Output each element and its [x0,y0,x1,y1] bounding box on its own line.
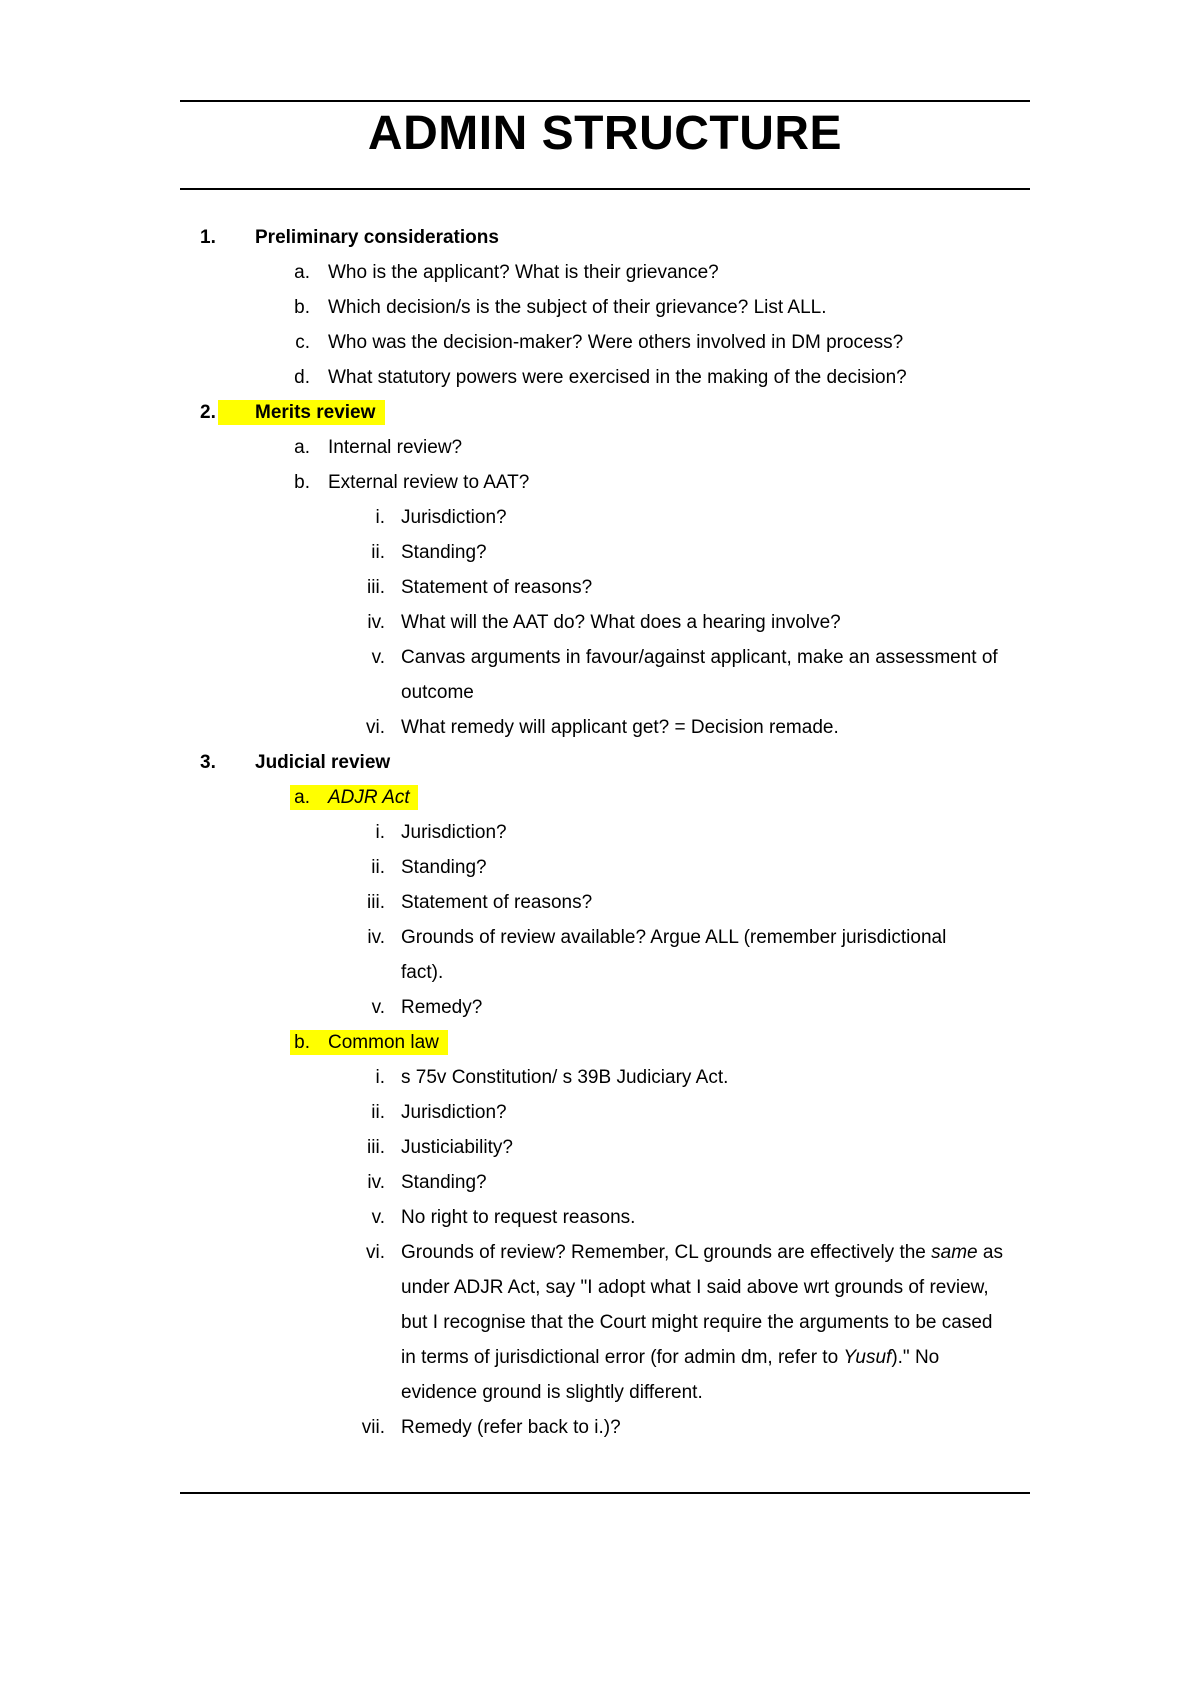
item-text-line: evidence ground is slightly different. [401,1382,703,1403]
list-item [0,605,1200,640]
list-item [0,885,1200,920]
item-letter: a. [294,787,310,808]
item-letter: d. [294,367,310,388]
item-text: No right to request reasons. [401,1207,636,1228]
list-item [0,1200,1200,1235]
item-text: Jurisdiction? [401,1102,507,1123]
item-text: External review to AAT? [328,472,530,493]
list-item [0,1235,1200,1410]
item-text: s 75v Constitution/ s 39B Judiciary Act. [401,1067,729,1088]
list-item [0,360,1200,395]
item-text: Remedy (refer back to i.)? [401,1417,621,1438]
item-text: Standing? [401,1172,487,1193]
item-numeral: ii. [371,857,385,878]
item-numeral: v. [371,1207,385,1228]
item-text: ADJR Act [328,787,410,808]
item-numeral: iii. [367,1137,385,1158]
item-numeral: i. [375,507,385,528]
item-text: Statement of reasons? [401,577,593,598]
item-text: Which decision/s is the subject of their grievance? List ALL. [328,297,827,318]
list-item [0,850,1200,885]
list-item [0,1025,1200,1060]
item-numeral: iii. [367,892,385,913]
item-text [401,1235,1021,1410]
bottom-rule [180,1492,1030,1494]
text-run: in terms of jurisdictional error (for admin dm, refer to [401,1347,844,1368]
item-text-line [401,1347,939,1368]
item-text: Remedy? [401,997,483,1018]
item-numeral: iv. [367,927,385,948]
item-text-line [401,1242,1003,1263]
item-numeral: v. [371,997,385,1018]
item-text: What statutory powers were exercised in the making of the decision? [328,367,907,388]
item-letter: a. [294,437,310,458]
item-text [401,920,1021,990]
text-run: as [977,1242,1003,1263]
list-item [0,1095,1200,1130]
list-item [0,1410,1200,1445]
item-text-line: under ADJR Act, say "I adopt what I said above wrt grounds of review, [401,1277,989,1298]
item-text-line: Grounds of review available? Argue ALL (remember jurisdictional [401,927,947,948]
item-letter: b. [294,472,310,493]
item-numeral: ii. [371,542,385,563]
list-item [0,255,1200,290]
item-text: Jurisdiction? [401,507,507,528]
outline-list [0,220,1200,1445]
item-numeral: i. [375,822,385,843]
section-number: 1. [200,227,216,248]
item-letter: c. [295,332,310,353]
list-item [0,535,1200,570]
item-text: Jurisdiction? [401,822,507,843]
list-item [0,570,1200,605]
section-title: Judicial review [255,752,391,773]
item-numeral: iv. [367,1172,385,1193]
list-item [0,430,1200,465]
item-numeral: iii. [367,577,385,598]
section-heading [0,220,1200,255]
item-text: Common law [328,1032,439,1053]
emphasis-text: same [931,1242,978,1263]
item-text [401,640,1021,710]
item-numeral: v. [371,647,385,668]
list-item [0,780,1200,815]
list-item [0,1130,1200,1165]
item-numeral: vii. [361,1417,385,1438]
list-item [0,465,1200,500]
item-numeral: iv. [367,612,385,633]
item-numeral: ii. [371,1102,385,1123]
item-numeral: vi. [366,717,385,738]
item-numeral: vi. [366,1242,385,1263]
list-item [0,710,1200,745]
text-run: Grounds of review? Remember, CL grounds are effectively the [401,1242,932,1263]
item-text: Internal review? [328,437,463,458]
document-title: ADMIN STRUCTURE [367,107,843,160]
item-text: What will the AAT do? What does a hearing involve? [401,612,841,633]
title-underline-rule [180,188,1030,190]
item-text-line: fact). [401,962,444,983]
item-text: Justiciability? [401,1137,513,1158]
top-rule [180,100,1030,102]
item-text-line: outcome [401,682,474,703]
list-item [0,500,1200,535]
list-item [0,325,1200,360]
item-text: What remedy will applicant get? = Decision remade. [401,717,839,738]
list-item [0,990,1200,1025]
item-text-line: Canvas arguments in favour/against applicant, make an assessment of [401,647,998,668]
section-title: Preliminary considerations [255,227,499,248]
list-item [0,920,1200,990]
item-text: Statement of reasons? [401,892,593,913]
list-item [0,1060,1200,1095]
list-item [0,290,1200,325]
section-number: 3. [200,752,216,773]
item-numeral: i. [375,1067,385,1088]
section-number: 2. [200,402,216,423]
section-title: Merits review [255,402,376,423]
section-heading [0,745,1200,780]
list-item [0,640,1200,710]
item-text: Standing? [401,542,487,563]
item-letter: b. [294,297,310,318]
list-item [0,815,1200,850]
item-text: Who was the decision-maker? Were others involved in DM process? [328,332,904,353]
case-name-text: Yusuf [843,1347,892,1368]
item-text: Who is the applicant? What is their grievance? [328,262,719,283]
item-text-line: but I recognise that the Court might require the arguments to be cased [401,1312,993,1333]
text-run: )." No [891,1347,940,1368]
item-text: Standing? [401,857,487,878]
item-letter: a. [294,262,310,283]
section-heading [0,395,1200,430]
list-item [0,1165,1200,1200]
item-letter: b. [294,1032,310,1053]
